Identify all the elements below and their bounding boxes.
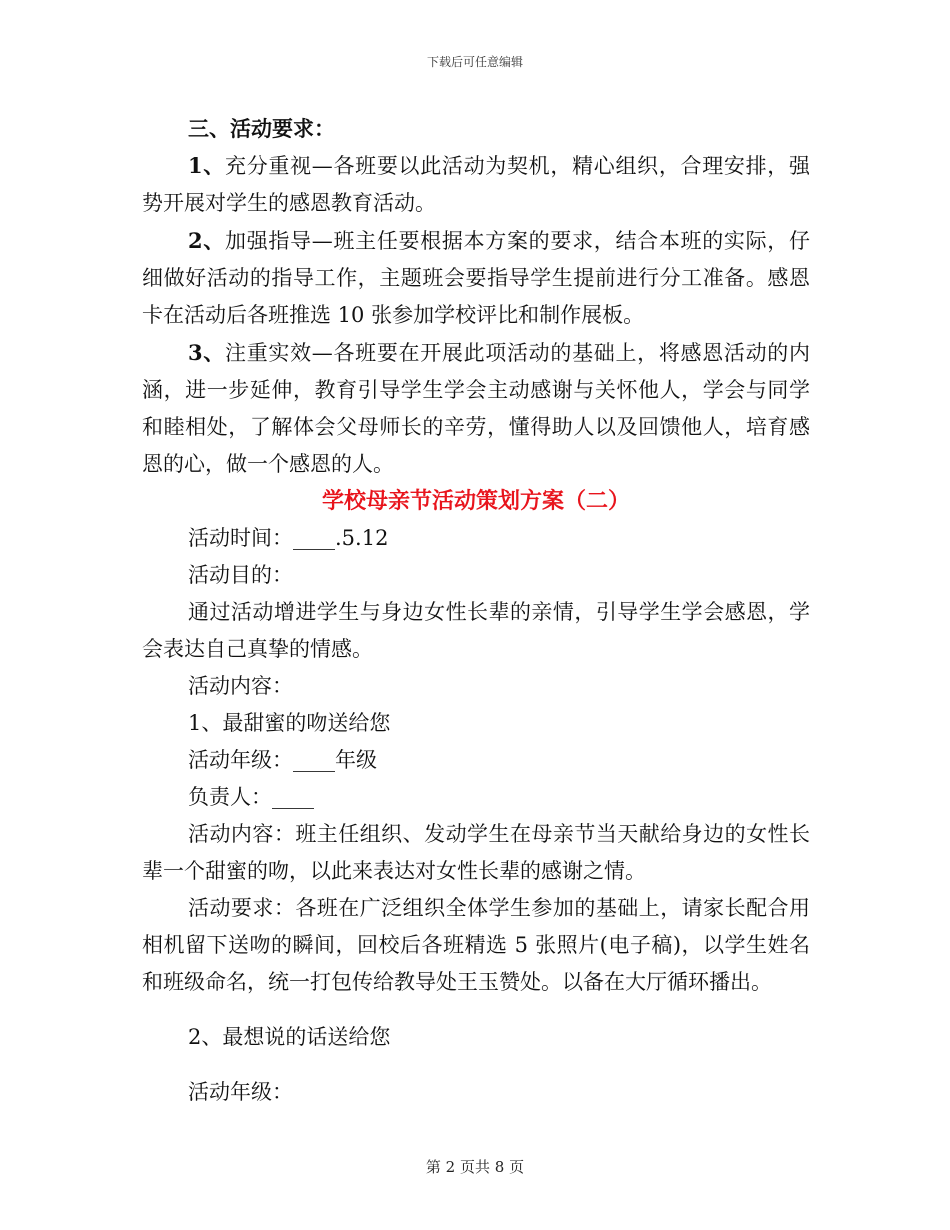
item1-title: 1、最甜蜜的吻送给您: [188, 711, 391, 735]
item1-requirement: 活动要求：各班在广泛组织全体学生参加的基础上，请家长配合用相机留下送吻的瞬间，回校后各班精选 5 张照片(电子稿)，以学生姓名和班级命名，统一打包传给教导处王玉赞处。以备在大厅循环播出。: [142, 896, 810, 994]
page-number: 第 2 页共 8 页: [425, 1158, 525, 1176]
requirement-text: 注重实效—各班要在开展此项活动的基础上，将感恩活动的内涵，进一步延伸，教育引导学生学会主动感谢与关怀他人，学会与同学和睦相处，了解体会父母师长的辛劳，懂得助人以及回馈他人，培育感恩的心，做一个感恩的人。: [142, 341, 810, 476]
document-body: [142, 110, 810, 1111]
requirement-number: 3、: [188, 340, 225, 365]
requirement-number: 1、: [188, 153, 225, 178]
item1-content: 活动内容：班主任组织、发动学生在母亲节当天献给身边的女性长辈一个甜蜜的吻，以此来表达对女性长辈的感谢之情。: [142, 822, 810, 883]
document-title: 学校母亲节活动策划方案（二）: [321, 488, 630, 514]
item2-title: 2、最想说的话送给您: [188, 1025, 391, 1049]
section-heading: 三、活动要求：: [188, 116, 335, 141]
requirement-text: 加强指导—班主任要根据本方案的要求，结合本班的实际，仔细做好活动的指导工作，主题班会要指导学生提前进行分工准备。感恩卡在活动后各班推选 10 张参加学校评比和制作展板。: [142, 229, 810, 327]
activity-purpose-label: 活动目的：: [188, 563, 293, 587]
requirement-text: 充分重视—各班要以此活动为契机，精心组织，合理安排，强势开展对学生的感恩教育活动。: [142, 154, 810, 215]
activity-time: 活动时间：____.5.12: [188, 526, 389, 550]
paragraph-gap: [142, 1001, 810, 1019]
paragraph-gap: [142, 1056, 810, 1074]
activity-purpose-text: 通过活动增进学生与身边女性长辈的亲情，引导学生学会感恩，学会表达自己真挚的情感。: [142, 600, 810, 661]
activity-content-label: 活动内容：: [188, 674, 293, 698]
page-header-note: 下载后可任意编辑: [426, 55, 523, 69]
requirement-item: [142, 147, 810, 222]
item2-grade: 活动年级：: [188, 1080, 293, 1104]
item1-grade: 活动年级：____年级: [188, 748, 377, 772]
requirement-item: [142, 334, 810, 483]
requirement-number: 2、: [188, 228, 225, 253]
requirement-item: [142, 222, 810, 334]
item1-owner: 负责人：____: [188, 785, 314, 809]
